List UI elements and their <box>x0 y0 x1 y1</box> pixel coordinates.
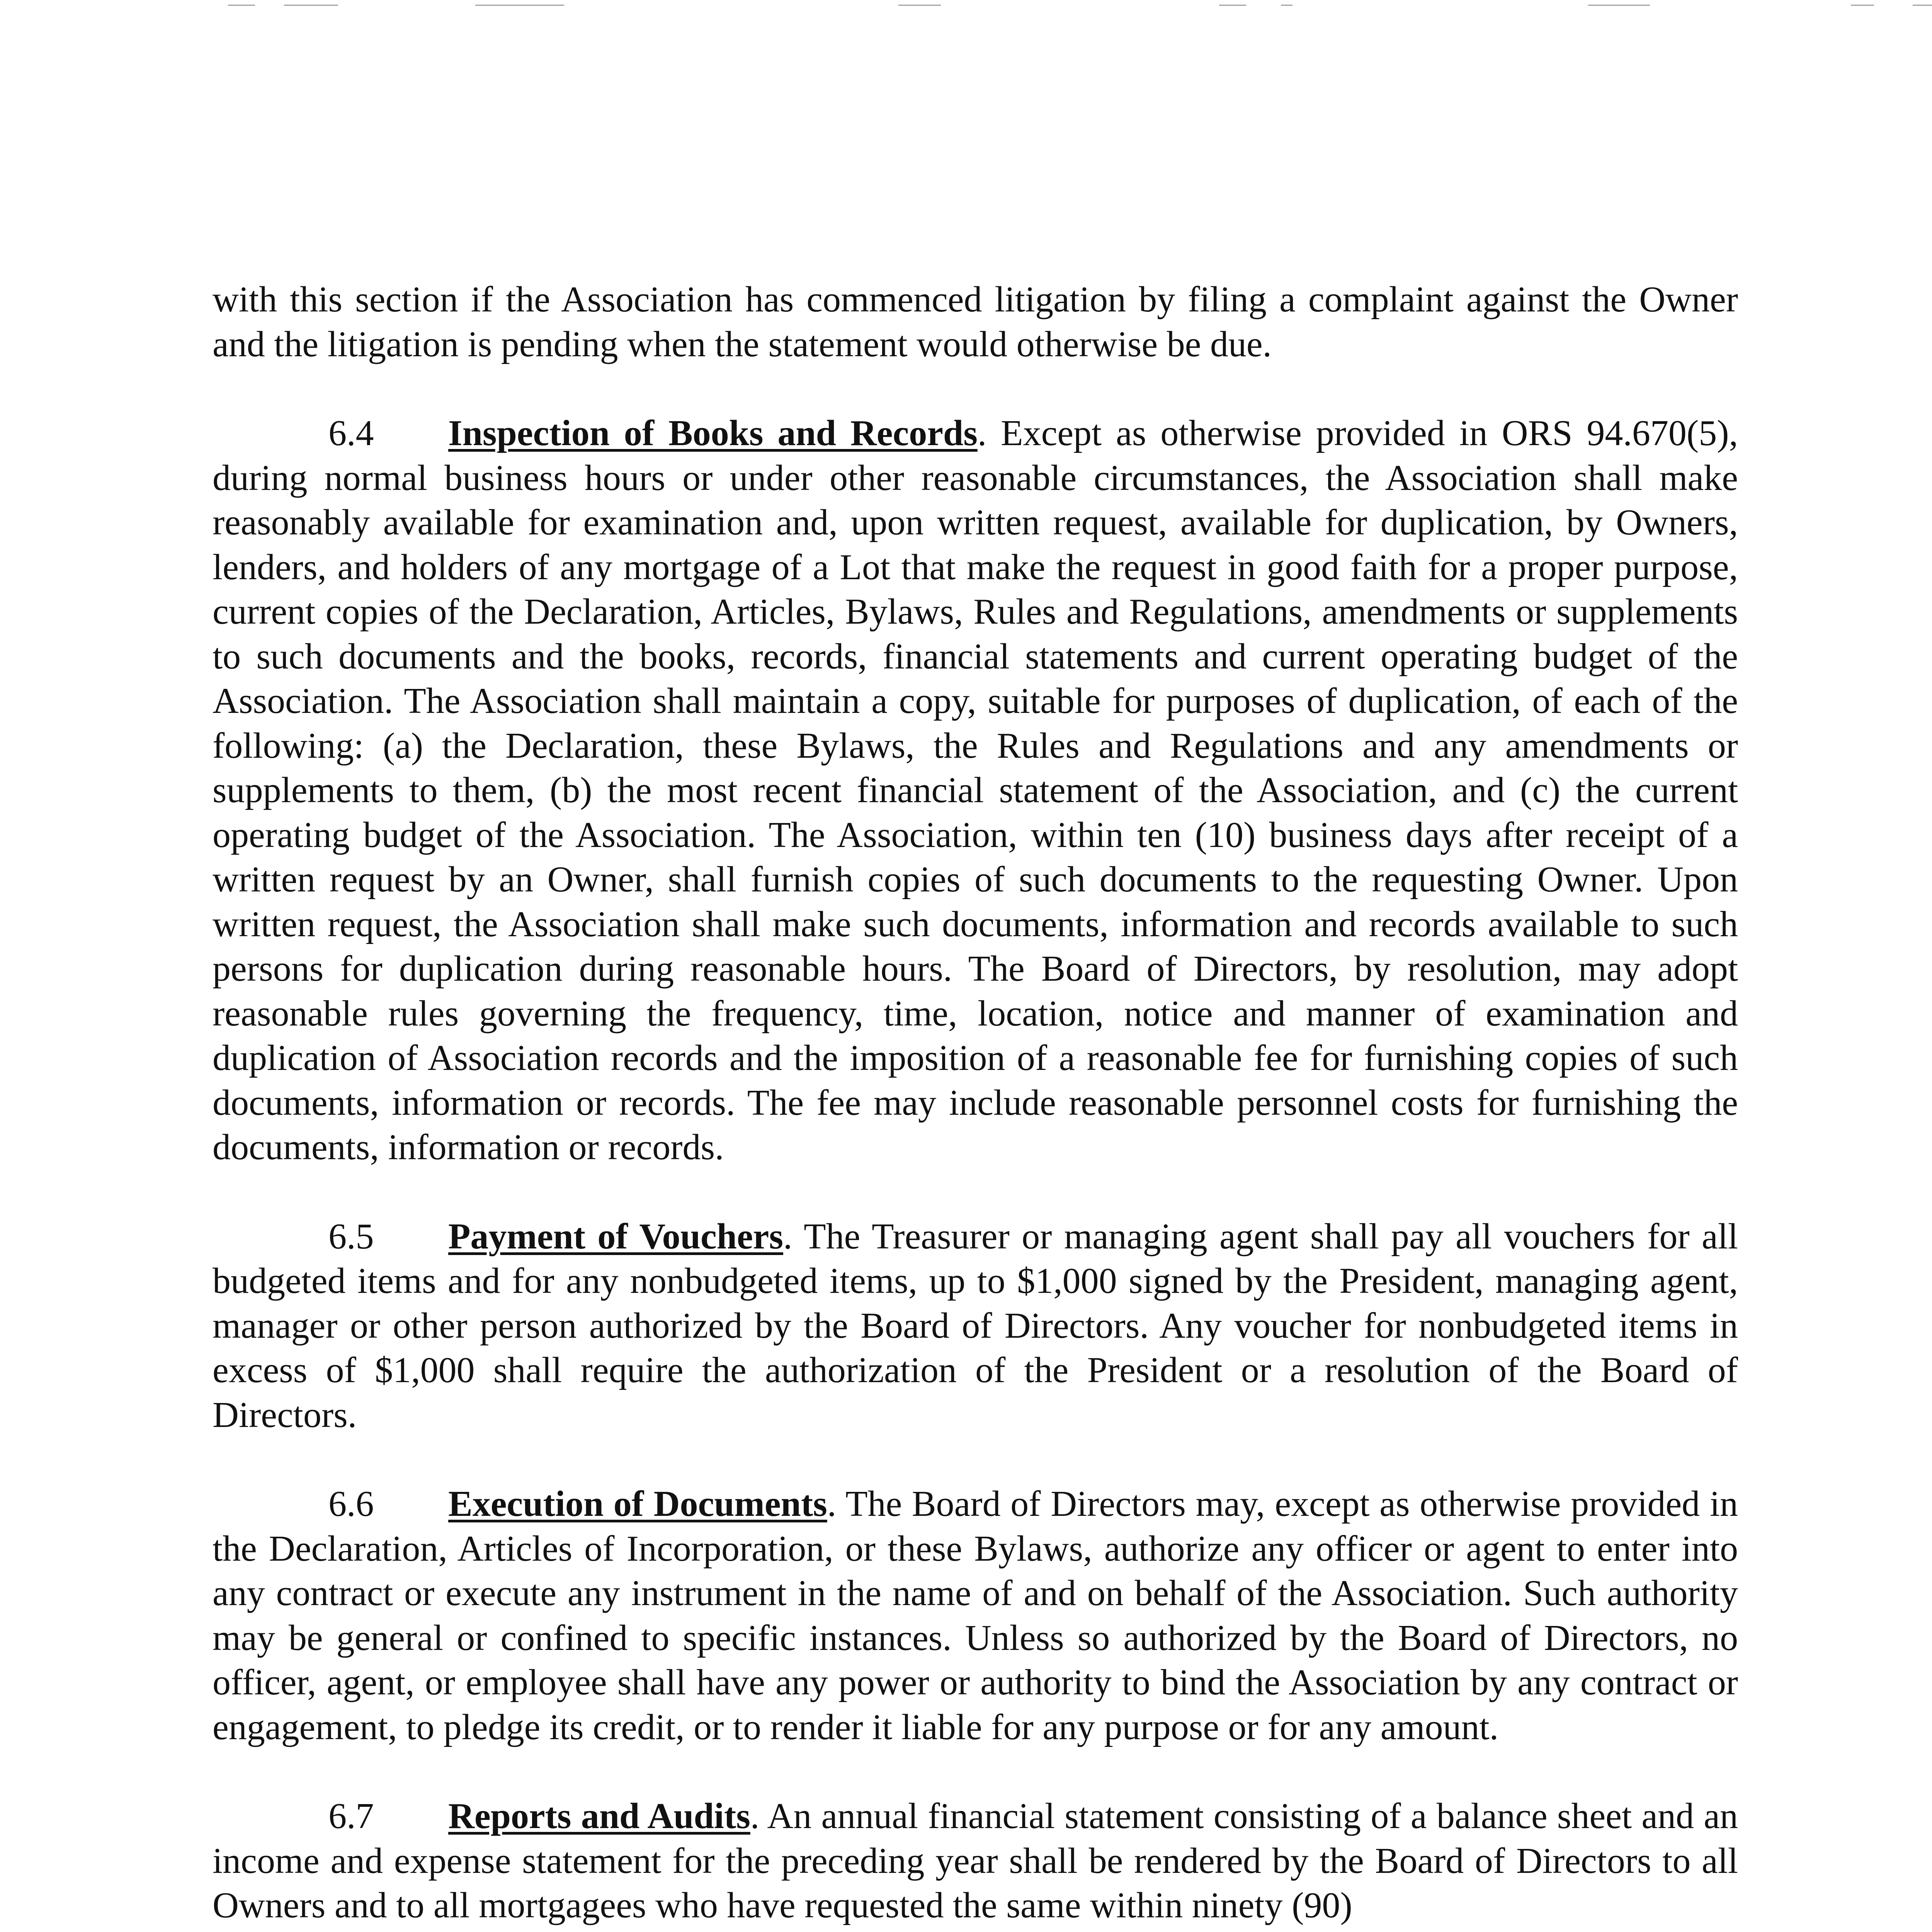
section-6-4 <box>213 411 1738 1170</box>
document-body <box>213 277 1738 1928</box>
continuation-paragraph: with this section if the Association has commenced litigation by filing a complaint against the Owner and the litigation is pending when the statement would otherwise be due. <box>213 279 1738 364</box>
section-body: . The Treasurer or managing agent shall pay all vouchers for all budgeted items and for any nonbudgeted items, up to $1,000 signed by the President, managing agent, manager or other person authorized by the Board of Directors. Any voucher for nonbudgeted items in excess of $1,000 shall require the authorization of the President or a resolution of the Board of Directors. <box>213 1216 1738 1435</box>
section-6-5 <box>213 1214 1738 1438</box>
section-heading: Execution of Documents <box>448 1484 827 1524</box>
scan-mark <box>1588 5 1650 6</box>
section-heading: Inspection of Books and Records <box>448 413 978 453</box>
section-body: . An annual financial statement consisting of a balance sheet and an income and expense statement for the preceding year shall be rendered by the Board of Directors to all Owners and to all mortgagees who have requested the same within ninety (90) <box>213 1796 1738 1925</box>
section-6-7 <box>213 1794 1738 1928</box>
section-body: . The Board of Directors may, except as otherwise provided in the Declaration, Articles of Incorporation, or these Bylaws, authorize any officer or agent to enter into any contract or execute any instrument in the name of and on behalf of the Association. Such authority may be general or confined to specific instances. Unless so authorized by the Board of Directors, no officer, agent, or employee shall have any power or authority to bind the Association by any contract or engagement, to pledge its credit, or to render it liable for any purpose or for any amount. <box>213 1484 1738 1747</box>
section-number: 6.5 <box>328 1216 374 1257</box>
scan-mark <box>898 5 941 6</box>
section-heading: Reports and Audits <box>448 1796 750 1836</box>
scan-mark <box>284 5 338 6</box>
section-number: 6.7 <box>328 1796 374 1836</box>
section-6-6 <box>213 1482 1738 1750</box>
section-heading: Payment of Vouchers <box>448 1216 783 1257</box>
scan-mark <box>1851 5 1874 6</box>
scan-mark <box>475 5 564 6</box>
scan-mark <box>1281 5 1293 6</box>
scan-mark <box>1913 5 1932 6</box>
section-number: 6.6 <box>328 1484 374 1524</box>
section-body: . Except as otherwise provided in ORS 94.670(5), during normal business hours or under other reasonable circumstances, the Association shall make reasonably available for examination and, upon written request, available for duplication, by Owners, lenders, and holders of any mortgage of a Lot that make the request in good faith for a proper purpose, current copies of the Declaration, Articles, Bylaws, Rules and Regulations, amendments or supplements to such documents and the books, records, financial statements and current operating budget of the Association. The Association shall maintain a copy, suitable for purposes of duplication, of each of the following: (a) the Declaration, these Bylaws, the Rules and Regulations and any amendments or supplements to them, (b) the most recent financial statement of the Association, and (c) the current operating budget of the Association. The Association, within ten (10) business days after receipt of a written request by an Owner, shall furnish copies of such documents to the requesting Owner. Upon written request, the Association shall make such documents, information and records available to such persons for duplication during reasonable hours. The Board of Directors, by resolution, may adopt reasonable rules governing the frequency, time, location, notice and manner of examination and duplication of Association records and the imposition of a reasonable fee for furnishing copies of such documents, information or records. The fee may include reasonable personnel costs for furnishing the documents, information or records. <box>213 413 1738 1167</box>
scan-artifact-marks <box>0 5 1932 9</box>
scan-mark <box>228 5 255 6</box>
section-number: 6.4 <box>328 413 374 453</box>
scan-mark <box>1219 5 1246 6</box>
